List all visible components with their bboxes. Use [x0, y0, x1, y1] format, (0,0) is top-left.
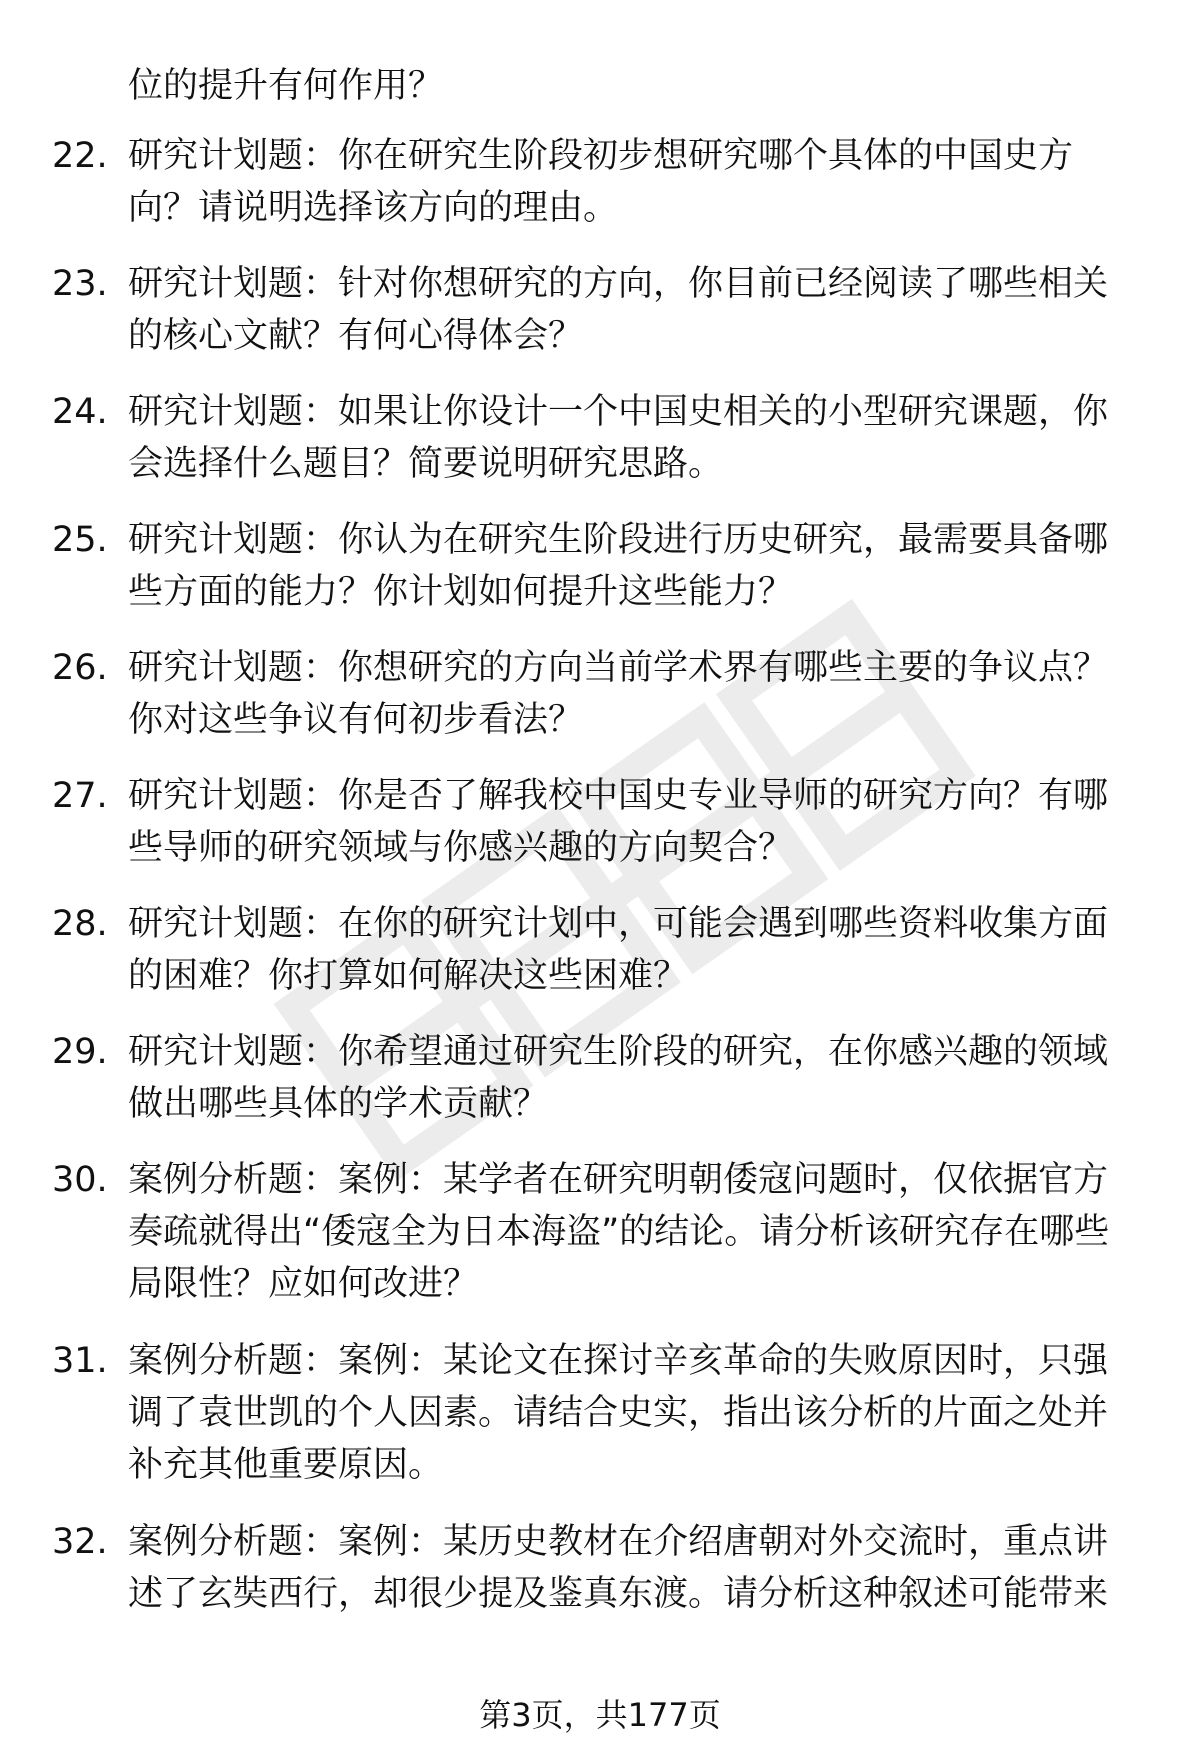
- question-number: 27.: [52, 776, 108, 816]
- question-text: 研究计划题：在你的研究计划中，可能会遇到哪些资料收集方面的困难？你打算如何解决这些困难？: [128, 904, 1109, 996]
- question-text: 案例分析题：案例：某论文在探讨辛亥革命的失败原因时，只强调了袁世凯的个人因素。请结合史实，指出该分析的片面之处并补充其他重要原因。: [128, 1341, 1109, 1485]
- question-text: 研究计划题：你认为在研究生阶段进行历史研究，最需要具备哪些方面的能力？你计划如何提升这些能力？: [128, 520, 1109, 612]
- question-number: 32.: [52, 1522, 108, 1562]
- question-text: 研究计划题：你在研究生阶段初步想研究哪个具体的中国史方向？请说明选择该方向的理由。: [128, 136, 1074, 228]
- question-text: 研究计划题：你希望通过研究生阶段的研究，在你感兴趣的领域做出哪些具体的学术贡献？: [128, 1032, 1109, 1124]
- question-number: 28.: [52, 904, 108, 944]
- continuation-line: 位的提升有何作用？: [128, 66, 444, 106]
- question-text: 案例分析题：案例：某学者在研究明朝倭寇问题时，仅依据官方奏疏就得出“倭寇全为日本海盗”的结论。请分析该研究存在哪些局限性？应如何改进？: [128, 1160, 1110, 1304]
- question-text: 研究计划题：如果让你设计一个中国史相关的小型研究课题，你会选择什么题目？简要说明研究思路。: [128, 392, 1109, 484]
- question-number: 30.: [52, 1160, 108, 1200]
- question-number: 24.: [52, 392, 108, 432]
- question-number: 26.: [52, 648, 108, 688]
- question-text: 研究计划题：你是否了解我校中国史专业导师的研究方向？有哪些导师的研究领域与你感兴趣的方向契合？: [128, 776, 1109, 868]
- question-text: 案例分析题：案例：某历史教材在介绍唐朝对外交流时，重点讲述了玄奘西行，却很少提及鉴真东渡。请分析这种叙述可能带来: [128, 1522, 1109, 1614]
- question-number: 25.: [52, 520, 108, 560]
- question-text: 研究计划题：你想研究的方向当前学术界有哪些主要的争议点？你对这些争议有何初步看法？: [128, 648, 1109, 740]
- question-number: 23.: [52, 264, 108, 304]
- question-number: 29.: [52, 1032, 108, 1072]
- question-number: 22.: [52, 136, 108, 176]
- page-footer: 第3页，共177页: [479, 1696, 721, 1734]
- question-text: 研究计划题：针对你想研究的方向，你目前已经阅读了哪些相关的核心文献？有何心得体会？: [128, 264, 1109, 356]
- question-number: 31.: [52, 1341, 108, 1381]
